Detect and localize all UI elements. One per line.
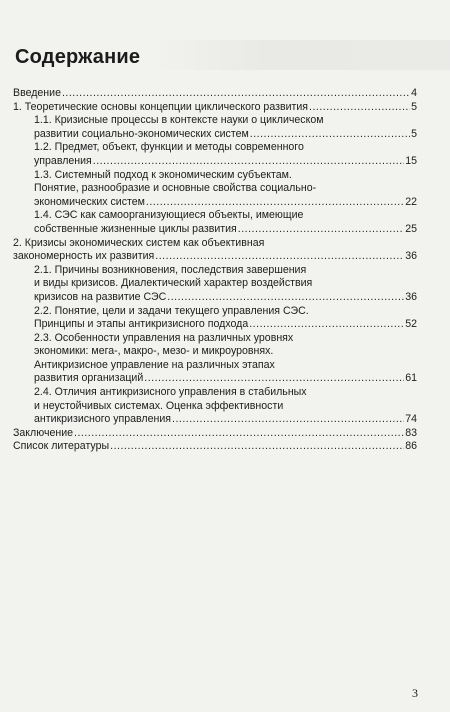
toc-page-ref: 25 [405, 222, 417, 235]
toc-entry-text: экономики: мега-, макро-, мезо- и микроуровнях. [34, 345, 274, 358]
dot-leader [110, 440, 404, 454]
toc-entry-line [34, 182, 417, 196]
toc-entry [13, 169, 417, 210]
toc-entry-text: собственные жизненные циклы развития [34, 222, 237, 235]
toc-entry-line [34, 128, 417, 142]
toc-entry-text: Антикризисное управление на различных этапах [34, 358, 275, 371]
toc-entry-text: Понятие, разнообразие и основные свойства социально- [34, 182, 317, 195]
toc-entry-line [34, 209, 417, 223]
toc-entry-line [34, 223, 417, 237]
toc-entry-line [34, 345, 417, 359]
toc-entry-line [34, 196, 417, 210]
toc-entry-text: 2.1. Причины возникновения, последствия завершения [34, 263, 307, 276]
toc-entry-line [13, 250, 417, 264]
toc-entry-line [13, 237, 417, 251]
toc-entry-text: и виды кризисов. Диалектический характер воздействия [34, 277, 313, 290]
toc-entry [13, 305, 417, 332]
toc-entry-line [13, 101, 417, 115]
toc-page-ref: 36 [405, 290, 417, 303]
toc-page-ref: 36 [405, 250, 417, 263]
toc-entry [13, 141, 417, 168]
toc-entry [13, 237, 417, 264]
scan-shadow [150, 40, 450, 70]
dot-leader [309, 101, 410, 115]
toc-entry-line [34, 155, 417, 169]
toc-page-ref: 83 [405, 426, 417, 439]
toc-entry-line [34, 413, 417, 427]
toc-entry-line [34, 114, 417, 128]
toc-entry-line [34, 332, 417, 346]
toc-entry [13, 264, 417, 305]
dot-leader [62, 87, 410, 101]
dot-leader [155, 250, 404, 264]
table-of-contents [13, 87, 417, 454]
toc-entry [13, 209, 417, 236]
toc-entry-text: 1.3. Системный подход к экономическим субъектам. [34, 168, 292, 181]
toc-entry [13, 386, 417, 427]
toc-entry-text: 1.2. Предмет, объект, функции и методы современного [34, 141, 304, 154]
toc-entry [13, 114, 417, 141]
dot-leader [250, 128, 410, 142]
toc-entry-text: 2.4. Отличия антикризисного управления в стабильных [34, 386, 307, 399]
dot-leader [167, 291, 404, 305]
toc-entry-text: 1.1. Кризисные процессы в контексте науки о циклическом [34, 114, 324, 127]
toc-entry [13, 332, 417, 386]
toc-entry-text: Введение [13, 87, 61, 99]
toc-entry-text: Принципы и этапы антикризисного подхода [34, 318, 249, 331]
toc-page-ref: 86 [405, 440, 417, 453]
toc-entry-text: 2.2. Понятие, цели и задачи текущего управления СЭС. [34, 304, 309, 317]
toc-entry-line [34, 291, 417, 305]
toc-page-ref: 22 [405, 195, 417, 208]
toc-entry-line [13, 440, 417, 454]
toc-entry-text: антикризисного управления [34, 413, 172, 426]
toc-entry [13, 101, 417, 115]
dot-leader [249, 318, 404, 332]
toc-entry-line [34, 359, 417, 373]
toc-entry-text: закономерность их развития [13, 250, 155, 263]
toc-entry-text: 1.4. СЭС как самоорганизующиеся объекты, имеющие [34, 209, 304, 222]
toc-entry-text: Заключение [13, 426, 74, 439]
toc-entry [13, 440, 417, 454]
toc-entry-text: экономических систем [34, 195, 145, 208]
toc-entry-text: развития организаций [34, 372, 144, 385]
toc-page-ref: 5 [411, 100, 417, 113]
toc-entry-text: 2.3. Особенности управления на различных уровнях [34, 331, 294, 344]
toc-entry [13, 427, 417, 441]
dot-leader [146, 196, 404, 210]
dot-leader [144, 372, 404, 386]
toc-page-ref: 52 [405, 318, 417, 331]
toc-page-ref: 15 [405, 154, 417, 167]
toc-entry-line [34, 372, 417, 386]
toc-page-ref: 5 [411, 127, 417, 140]
page-number: 3 [412, 686, 418, 700]
toc-entry-line [34, 386, 417, 400]
toc-entry-line [34, 169, 417, 183]
page-title: Содержание [15, 46, 141, 68]
toc-entry-line [34, 277, 417, 291]
toc-entry-line [34, 141, 417, 155]
toc-entry-line [34, 305, 417, 319]
toc-entry-text: и неустойчивых системах. Оценка эффективности [34, 399, 284, 412]
toc-entry-line [34, 264, 417, 278]
toc-entry-text: кризисов на развитие СЭС [34, 290, 167, 303]
toc-page-ref: 4 [411, 87, 417, 99]
dot-leader [74, 427, 404, 441]
toc-entry-line [13, 427, 417, 441]
toc-entry-line [34, 318, 417, 332]
toc-entry-text: 2. Кризисы экономических систем как объективная [13, 236, 265, 249]
toc-entry-line [13, 87, 417, 101]
toc-entry-line [34, 400, 417, 414]
toc-page-ref: 61 [405, 372, 417, 385]
dot-leader [238, 223, 404, 237]
toc-entry-text: Список литературы [13, 440, 110, 453]
toc-entry-text: развитии социально-экономических систем [34, 127, 249, 140]
toc-entry-text: управления [34, 154, 92, 167]
toc-entry-text: 1. Теоретические основы концепции циклического развития [13, 100, 309, 113]
dot-leader [172, 413, 404, 427]
toc-page-ref: 74 [405, 413, 417, 426]
dot-leader [93, 155, 404, 169]
toc-entry [13, 87, 417, 101]
